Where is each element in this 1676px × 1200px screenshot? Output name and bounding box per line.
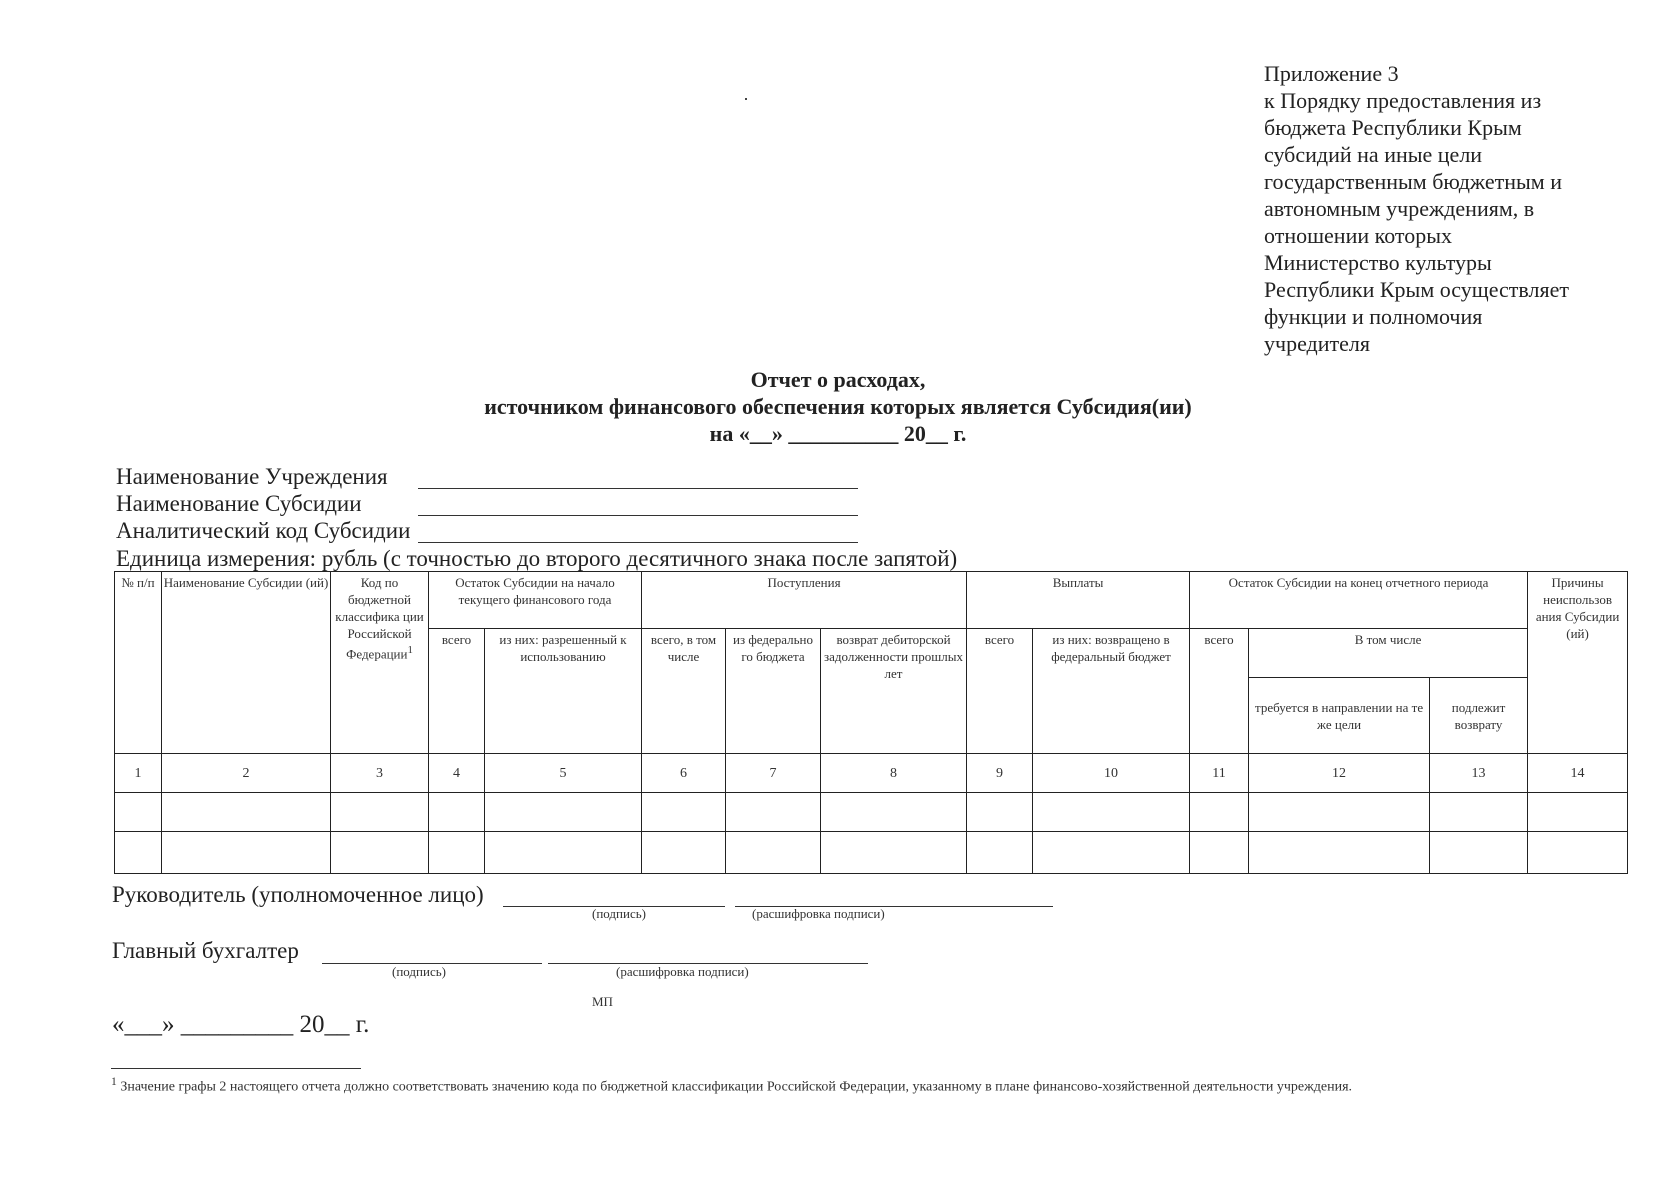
income-debt-header: возврат дебиторской задолженности прошлых лет [821,629,967,754]
payments-total-header: всего [967,629,1033,754]
appendix-line: Республики Крым осуществляет [1264,277,1569,302]
table-cell[interactable] [642,793,726,832]
table-cell[interactable] [967,793,1033,832]
accountant-sign-caption: (подпись) [392,964,446,979]
table-cell[interactable] [331,832,429,874]
column-number: 13 [1430,754,1528,793]
income-federal-header: из федерально го бюджета [726,629,821,754]
end-return-header: подлежит возврату [1430,678,1528,754]
table-cell[interactable] [485,793,642,832]
end-including-header: В том числе [1249,629,1528,678]
appendix-line: субсидий на иные цели [1264,142,1483,167]
end-total-header: всего [1190,629,1249,754]
institution-label: Наименование Учреждения [116,464,388,489]
table-cell[interactable] [1430,832,1528,874]
accountant-signature-label: Главный бухгалтер [112,938,299,963]
column-number: 1 [115,754,162,793]
appendix-line: Министерство культуры [1264,250,1492,275]
column-number: 8 [821,754,967,793]
table-cell[interactable] [1249,793,1430,832]
table-cell[interactable] [162,832,331,874]
table-cell[interactable] [726,793,821,832]
signature-date: «___» _________ 20__ г. [112,1011,370,1038]
table-cell[interactable] [642,832,726,874]
footnote-ref: 1 [407,644,413,656]
head-sign-caption: (подпись) [592,906,646,921]
table-cell[interactable] [429,793,485,832]
appendix-line: к Порядку предоставления из [1264,88,1542,113]
unit-label: Единица измерения: рубль (с точностью до второго десятичного знака после запятой) [116,546,958,571]
column-number: 2 [162,754,331,793]
stamp-label: МП [592,994,613,1009]
appendix-line: учредителя [1264,331,1370,356]
footnote-mark: 1 [111,1075,117,1088]
table-cell[interactable] [726,832,821,874]
appendix-line: Приложение 3 [1264,61,1399,86]
column-number: 5 [485,754,642,793]
column-number: 3 [331,754,429,793]
column-number: 6 [642,754,726,793]
footnote-separator [111,1068,361,1069]
start-total-header: всего [429,629,485,754]
accountant-decode-caption: (расшифровка подписи) [616,964,749,979]
head-signature-label: Руководитель (уполномоченное лицо) [112,882,484,907]
subsidy-label: Наименование Субсидии [116,491,362,516]
subsidy-code-field[interactable] [418,542,858,543]
column-number: 12 [1249,754,1430,793]
report-subtitle: источником финансового обеспечения которых является Субсидия(ии) [484,394,1192,419]
column-number: 14 [1528,754,1628,793]
appendix-line: отношении которых [1264,223,1453,248]
report-table [114,571,1628,874]
column-number: 11 [1190,754,1249,793]
col-num-header: № п/п [115,572,162,754]
appendix-note [1264,60,1624,357]
table-cell[interactable] [115,793,162,832]
table-cell[interactable] [331,793,429,832]
payments-returned-header: из них: возвращено в федеральный бюджет [1033,629,1190,754]
report-title: Отчет о расходах, [750,367,926,392]
income-total-header: всего, в том числе [642,629,726,754]
table-cell[interactable] [1033,793,1190,832]
col-code-header-text: Код по бюджетной классифика ции Российской Федерации [335,575,424,662]
reasons-header: Причины неиспользов ания Субсидии (ий) [1528,572,1628,754]
footnote-text: Значение графы 2 настоящего отчета должно соответствовать значению кода по бюджетной классификации Российской Федерации, указанному в плане финансово-хозяйственной деятельности учреждения. [120,1079,1353,1095]
subsidy-field[interactable] [418,515,858,516]
table-cell[interactable] [1430,793,1528,832]
appendix-line: функции и полномочия [1264,304,1483,329]
start-balance-header: Остаток Субсидии на начало текущего финансового года [429,572,642,629]
column-number: 4 [429,754,485,793]
table-cell[interactable] [485,832,642,874]
end-balance-header: Остаток Субсидии на конец отчетного периода [1190,572,1528,629]
table-cell[interactable] [821,793,967,832]
table-row [115,793,1628,832]
footnote [111,1072,1621,1098]
column-number: 7 [726,754,821,793]
scan-dot [745,98,747,100]
table-cell[interactable] [821,832,967,874]
table-cell[interactable] [115,832,162,874]
income-header: Поступления [642,572,967,629]
table-cell[interactable] [162,793,331,832]
col-name-header: Наименование Субсидии (ий) [162,572,331,754]
table-cell[interactable] [1190,832,1249,874]
table-row [115,832,1628,874]
table-cell[interactable] [1528,832,1628,874]
table-cell[interactable] [967,832,1033,874]
column-number: 9 [967,754,1033,793]
payments-header: Выплаты [967,572,1190,629]
start-allowed-header: из них: разрешенный к использованию [485,629,642,754]
table-cell[interactable] [429,832,485,874]
appendix-line: бюджета Республики Крым [1264,115,1522,140]
table-cell[interactable] [1528,793,1628,832]
appendix-line: государственным бюджетным и [1264,169,1562,194]
end-required-header: требуется в направлении на те же цели [1249,678,1430,754]
column-number: 10 [1033,754,1190,793]
table-cell[interactable] [1033,832,1190,874]
table-cell[interactable] [1249,832,1430,874]
institution-field[interactable] [418,488,858,489]
head-decode-caption: (расшифровка подписи) [752,906,885,921]
col-code-header [331,572,429,754]
report-date-line: на «__» __________ 20__ г. [709,421,967,446]
appendix-line: автономным учреждениям, в [1264,196,1535,221]
subsidy-code-label: Аналитический код Субсидии [116,518,411,543]
table-cell[interactable] [1190,793,1249,832]
